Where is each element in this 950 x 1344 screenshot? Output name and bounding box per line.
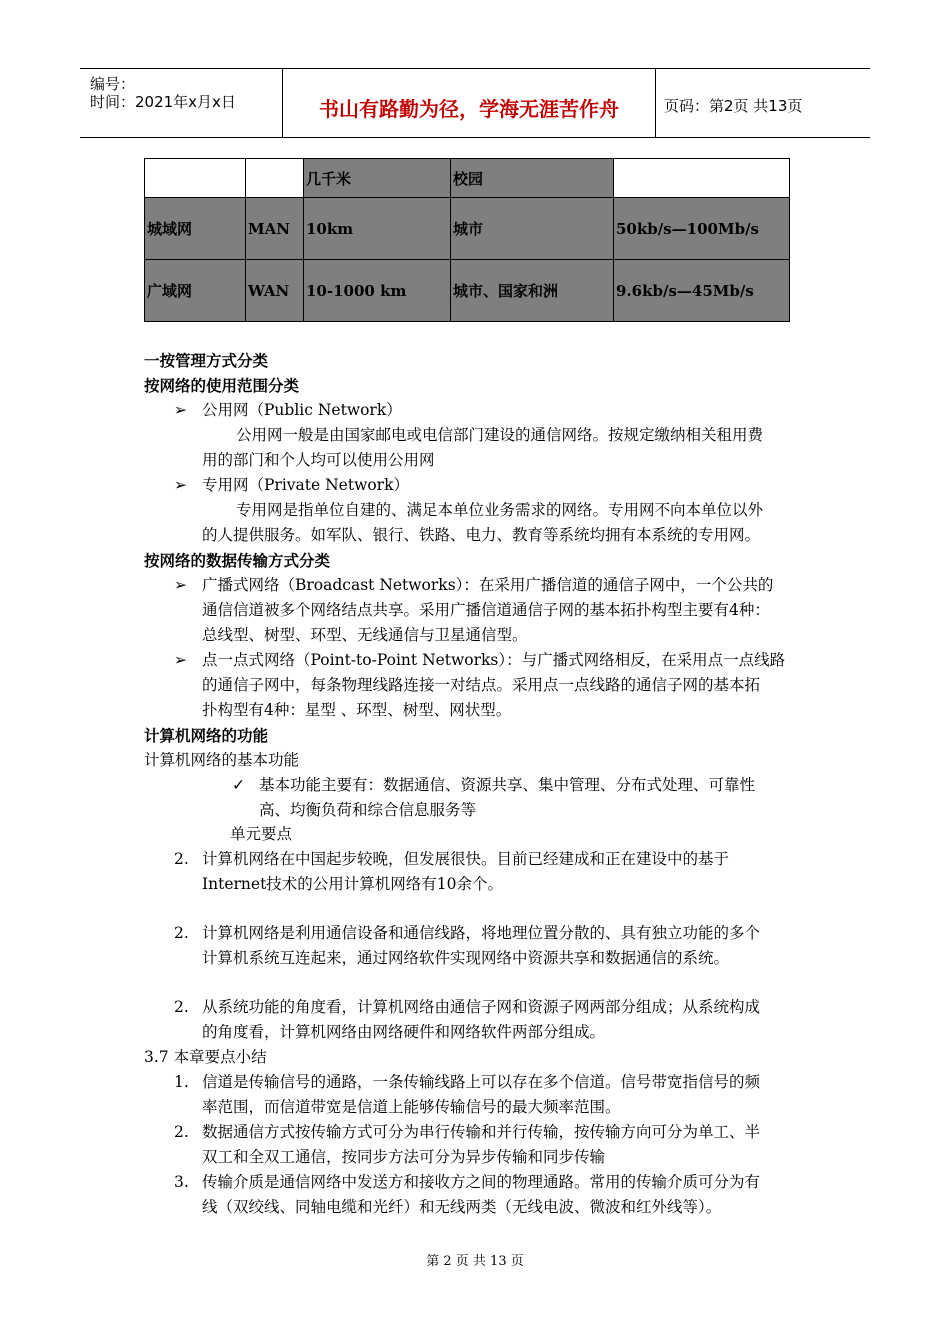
network-type-table <box>144 158 790 322</box>
list-item: 从系统功能的角度看，计算机网络由通信子网和资源子网两部分组成；从系统构成 <box>202 998 761 1016</box>
header-motto-cell <box>283 69 656 137</box>
public-network-desc: 用的部门和个人均可以使用公用网 <box>202 451 435 469</box>
check-bullet-icon: ✓ <box>232 776 245 794</box>
header-info-cell <box>80 69 283 137</box>
table-cell: 校园 <box>451 159 614 198</box>
table-cell: 50kb/s—100Mb/s <box>614 198 790 260</box>
header-page-label: 页码：第2页 共13页 <box>664 97 803 115</box>
page-footer: 第 2 页 共 13 页 <box>426 1254 524 1269</box>
broadcast-text: 通信信道被多个网络结点共享。采用广播信道通信子网的基本拓扑构型主要有4种： <box>202 601 770 619</box>
function-text: 基本功能主要有：数据通信、资源共享、集中管理、分布式处理、可靠性 <box>259 776 756 794</box>
arrow-bullet-icon: ➢ <box>174 476 187 494</box>
p2p-text: 点一点式网络（Point-to-Point Networks）：与广播式网络相反，在采用点一点线路 <box>202 651 786 669</box>
table-cell: 10-1000 km <box>304 260 451 322</box>
table-row <box>145 260 790 322</box>
table-cell: 9.6kb/s—45Mb/s <box>614 260 790 322</box>
heading-transmission: 按网络的数据传输方式分类 <box>144 551 331 570</box>
table-cell: 城市、国家和洲 <box>451 260 614 322</box>
function-text: 高、均衡负荷和综合信息服务等 <box>259 801 477 819</box>
table-cell <box>614 159 790 198</box>
p2p-text: 扑构型有4种：星型 、环型、树型、网状型。 <box>202 701 512 719</box>
list-number: 2. <box>174 1123 189 1141</box>
list-number: 1. <box>174 1073 189 1091</box>
list-item: 计算机网络是利用通信设备和通信线路，将地理位置分散的、具有独立功能的多个 <box>202 924 761 942</box>
broadcast-text: 总线型、树型、环型、无线通信与卫星通信型。 <box>202 626 528 644</box>
header-page-cell <box>656 69 870 137</box>
public-network-title: 公用网（Public Network） <box>202 401 402 419</box>
table-cell: MAN <box>246 198 304 260</box>
section-heading: 3.7 本章要点小结 <box>144 1048 267 1066</box>
header-motto: 书山有路勤为径，学海无涯苦作舟 <box>319 97 619 121</box>
broadcast-text: 广播式网络（Broadcast Networks）：在采用广播信道的通信子网中，一个公共的 <box>202 576 774 594</box>
arrow-bullet-icon: ➢ <box>174 401 187 419</box>
heading-function: 计算机网络的功能 <box>144 726 269 745</box>
table-cell: 城市 <box>451 198 614 260</box>
arrow-bullet-icon: ➢ <box>174 576 187 594</box>
function-subheading: 计算机网络的基本功能 <box>144 751 300 769</box>
table-cell: 几千米 <box>304 159 451 198</box>
list-number: 2. <box>174 850 189 868</box>
page-header <box>80 68 870 138</box>
public-network-desc: 公用网一般是由国家邮电或电信部门建设的通信网络。按规定缴纳相关租用费 <box>236 426 764 444</box>
table-cell <box>246 159 304 198</box>
table-cell <box>145 159 246 198</box>
list-item: Internet技术的公用计算机网络有10余个。 <box>202 875 504 893</box>
list-item: 计算机网络在中国起步较晚，但发展很快。目前已经建成和正在建设中的基于 <box>202 850 730 868</box>
table-row <box>145 198 790 260</box>
list-item: 的角度看，计算机网络由网络硬件和网络软件两部分组成。 <box>202 1023 606 1041</box>
unit-points-label: 单元要点 <box>230 825 293 843</box>
list-item: 信道是传输信号的通路，一条传输线路上可以存在多个信道。信号带宽指信号的频 <box>202 1073 761 1091</box>
private-network-desc: 的人提供服务。如军队、银行、铁路、电力、教育等系统均拥有本系统的专用网。 <box>202 526 761 544</box>
table-cell: 城域网 <box>145 198 246 260</box>
list-item: 传输介质是通信网络中发送方和接收方之间的物理通路。常用的传输介质可分为有 <box>202 1173 761 1191</box>
p2p-text: 的通信子网中，每条物理线路连接一对结点。采用点一点线路的通信子网的基本拓 <box>202 676 761 694</box>
private-network-desc: 专用网是指单位自建的、满足本单位业务需求的网络。专用网不向本单位以外 <box>236 501 764 519</box>
table-row <box>145 159 790 198</box>
list-item: 数据通信方式按传输方式可分为串行传输和并行传输，按传输方向可分为单工、半 <box>202 1123 761 1141</box>
private-network-title: 专用网（Private Network） <box>202 476 409 494</box>
list-item: 计算机系统互连起来，通过网络软件实现网络中资源共享和数据通信的系统。 <box>202 949 730 967</box>
table-cell: WAN <box>246 260 304 322</box>
table-cell: 广域网 <box>145 260 246 322</box>
date-label: 时间：2021年x月x日 <box>90 93 236 111</box>
arrow-bullet-icon: ➢ <box>174 651 187 669</box>
number-label: 编号： <box>90 75 136 93</box>
list-item: 双工和全双工通信，按同步方法可分为异步传输和同步传输 <box>202 1148 606 1166</box>
heading-management: 一按管理方式分类 <box>144 351 269 370</box>
list-number: 3. <box>174 1173 189 1191</box>
list-number: 2. <box>174 998 189 1016</box>
heading-scope: 按网络的使用范围分类 <box>144 376 300 395</box>
list-number: 2. <box>174 924 189 942</box>
list-item: 率范围，而信道带宽是信道上能够传输信号的最大频率范围。 <box>202 1098 621 1116</box>
table-cell: 10km <box>304 198 451 260</box>
list-item: 线（双绞线、同轴电缆和光纤）和无线两类（无线电波、微波和红外线等）。 <box>202 1198 722 1216</box>
